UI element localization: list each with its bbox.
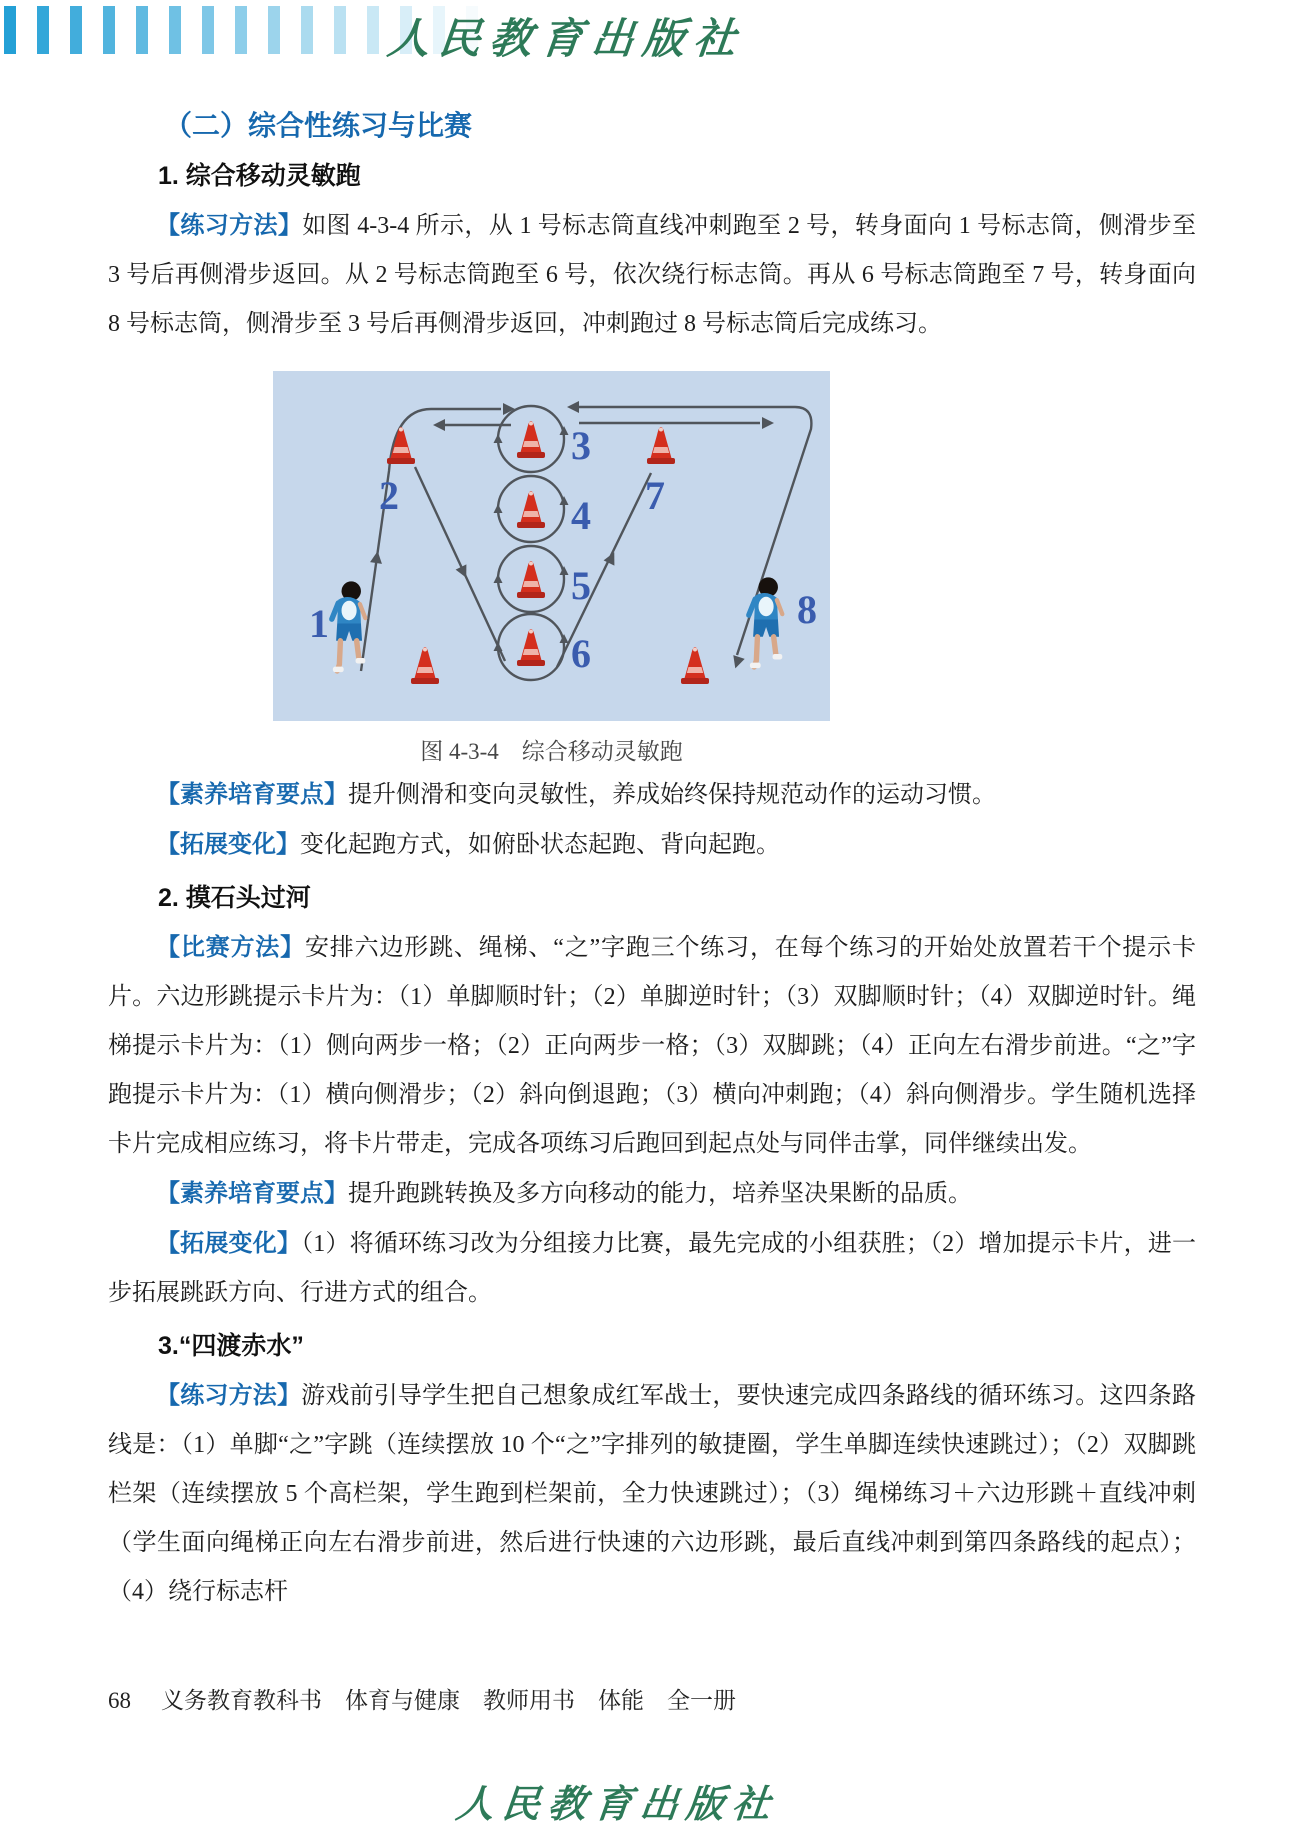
position-number-1: 1 <box>309 601 329 646</box>
paragraph-text: 安排六边形跳、绳梯、“之”字跑三个练习，在每个练习的开始处放置若干个提示卡片。六边形跳提示卡片为：（1）单脚顺时针；（2）单脚逆时针；（3）双脚顺时针；（4）双脚逆时针。绳梯提示卡片为：（1）侧向两步一格；（2）正向两步一格；（3）双脚跳；（4）正向左右滑步前进。“之”字跑提示卡片为：（1）横向侧滑步；（2）斜向倒退跑；（3）横向冲刺跑；（4）斜向侧滑步。学生随机选择卡片完成相应练习，将卡片带走，完成各项练习后跑回到起点处与同伴击掌，同伴继续出发。 <box>108 935 1197 1157</box>
paragraph-label: 【比赛方法】 <box>156 934 305 961</box>
paragraph-label: 【拓展变化】 <box>156 1230 302 1257</box>
subsection-2-title: 2. 摸石头过河 <box>158 884 311 912</box>
paragraph-literacy-points-2 <box>108 1169 1196 1219</box>
paragraph-text: 变化起跑方式，如俯卧状态起跑、背向起跑。 <box>300 832 780 858</box>
paragraph-practice-method-3 <box>108 1371 1196 1617</box>
book-title: 义务教育教科书 体育与健康 教师用书 体能 全一册 <box>161 1688 736 1713</box>
paragraph-competition-method <box>108 923 1196 1169</box>
page-number: 68 <box>108 1688 131 1713</box>
page-content <box>108 64 1196 1617</box>
paragraph-label: 【练习方法】 <box>156 1382 302 1409</box>
paragraph-label: 【素养培育要点】 <box>156 781 348 808</box>
publisher-logo-top: 人民教育出版社 <box>385 14 748 63</box>
paragraph-text: 游戏前引导学生把自己想象成红军战士，要快速完成四条路线的循环练习。这四条路线是：（1）单脚“之”字跳（连续摆放 10 个“之”字排列的敏捷圈，学生单脚连续快速跳过）；（2）双脚跳栏架（连续摆放 5 个高栏架，学生跑到栏架前，全力快速跳过）；（3）绳梯练习＋六边形跳＋直线冲刺（学生面向绳梯正向左右滑步前进，然后进行快速的六边形跳，最后直线冲刺到第四条路线的起点）；（4）绕行标志杆 <box>108 1383 1197 1605</box>
paragraph-extension-2 <box>108 1219 1196 1318</box>
position-number-5: 5 <box>571 563 591 608</box>
position-number-6: 6 <box>571 631 591 676</box>
page-footer <box>108 1686 1196 1716</box>
publisher-logo-bottom: 人民教育出版社 <box>453 1781 781 1826</box>
paragraph-literacy-points-1 <box>108 770 1196 820</box>
position-number-3: 3 <box>571 423 591 468</box>
paragraph-label: 【素养培育要点】 <box>156 1180 348 1207</box>
figure-caption: 图 4-3-4 综合移动灵敏跑 <box>420 739 683 764</box>
page-header <box>0 0 1303 64</box>
section-heading: （二）综合性练习与比赛 <box>164 110 473 141</box>
paragraph-practice-method-1 <box>108 201 1196 349</box>
position-number-4: 4 <box>571 493 591 538</box>
position-number-8: 8 <box>797 587 817 632</box>
paragraph-label: 【练习方法】 <box>156 212 303 239</box>
subsection-3-title: 3.“四渡赤水” <box>158 1332 304 1360</box>
paragraph-text: 提升跑跳转换及多方向移动的能力，培养坚决果断的品质。 <box>348 1181 972 1207</box>
paragraph-text: （1）将循环练习改为分组接力比赛，最先完成的小组获胜；（2）增加提示卡片，进一步拓展跳跃方向、行进方式的组合。 <box>108 1231 1197 1306</box>
paragraph-label: 【拓展变化】 <box>156 831 300 858</box>
paragraph-extension-1 <box>108 820 1196 870</box>
subsection-1-title: 1. 综合移动灵敏跑 <box>158 162 361 190</box>
paragraph-text: 如图 4-3-4 所示，从 1 号标志筒直线冲刺跑至 2 号，转身面向 1 号标志筒，侧滑步至 3 号后再侧滑步返回。从 2 号标志筒跑至 6 号，依次绕行标志筒。再从 6 号标志筒跑至 7 号，转身面向 8 号标志筒，侧滑步至 3 号后再侧滑步返回，冲刺跑过 8 号标志筒后完成练习。 <box>108 213 1197 337</box>
position-number-2: 2 <box>379 473 399 518</box>
position-number-7: 7 <box>645 473 665 518</box>
agility-run-diagram <box>273 371 830 721</box>
paragraph-text: 提升侧滑和变向灵敏性，养成始终保持规范动作的运动习惯。 <box>348 782 996 808</box>
figure-4-3-4 <box>273 371 830 726</box>
